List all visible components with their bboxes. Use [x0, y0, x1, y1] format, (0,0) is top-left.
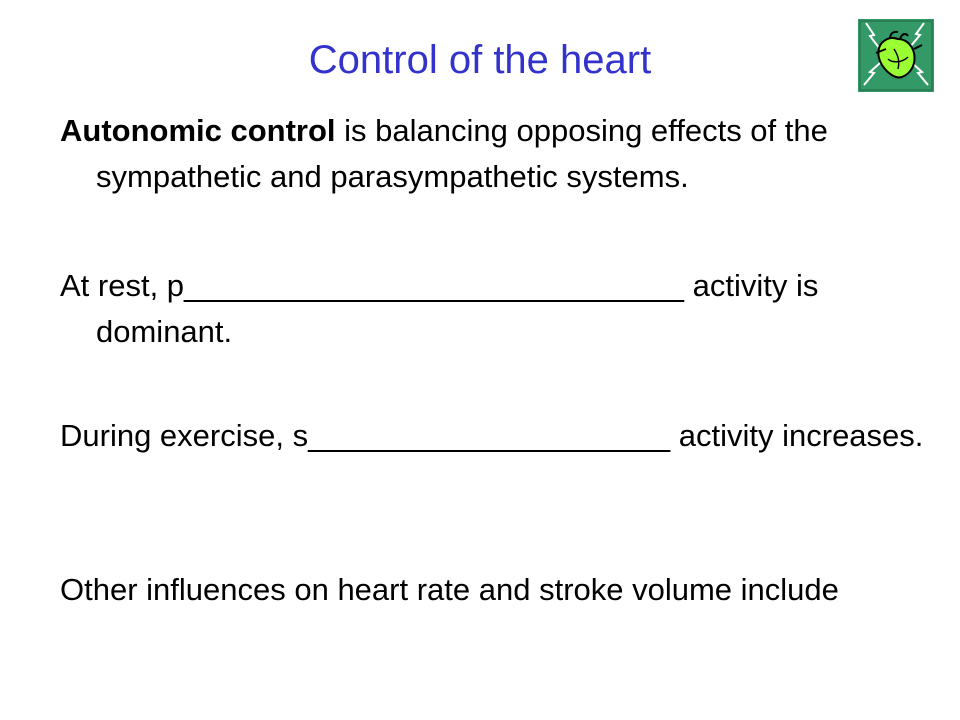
slide-title: Control of the heart [308, 38, 652, 82]
paragraph-text: is balancing opposing effects of the sympathetic and parasympathetic systems. [96, 113, 828, 194]
heart-lightning-icon [858, 19, 934, 92]
paragraph-other-influences: Other influences on heart rate and stroke volume include [60, 572, 839, 607]
bold-term: Autonomic control [60, 113, 336, 148]
paragraph-during-exercise: During exercise, s_____________________ activity increases. [60, 418, 924, 453]
paragraph-at-rest: At rest, p_____________________________ activity is dominant. [60, 268, 819, 349]
paragraph-autonomic-control [60, 108, 956, 200]
